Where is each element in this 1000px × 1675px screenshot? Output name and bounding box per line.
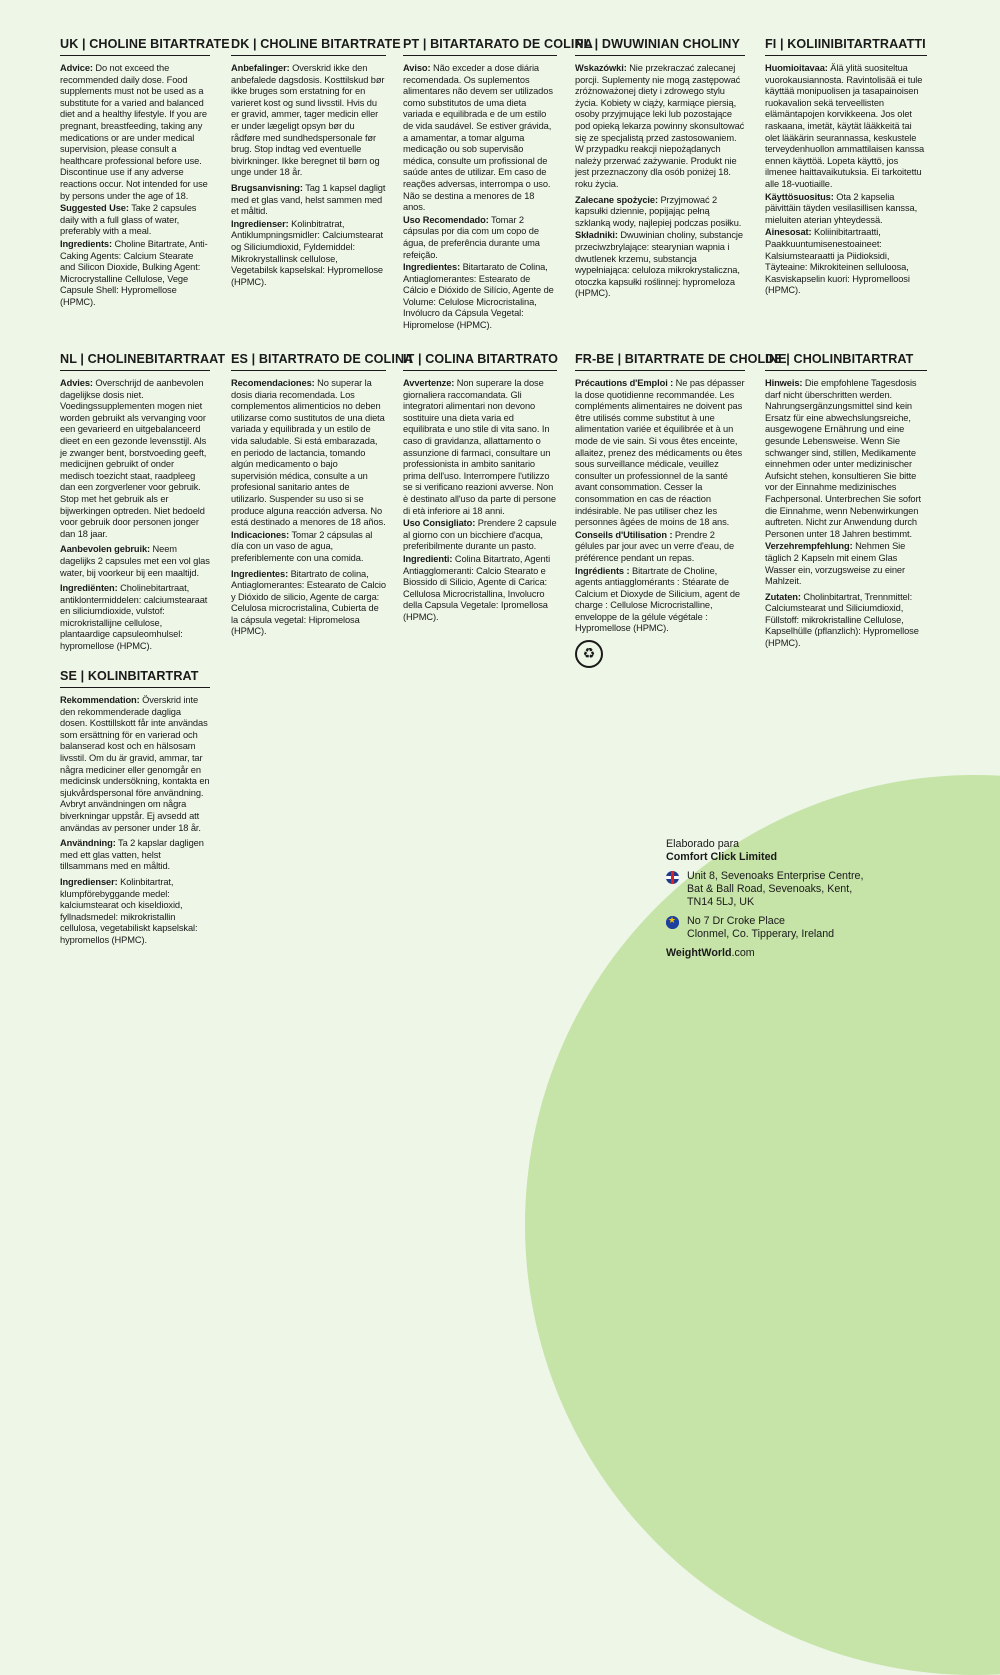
eu-flag-icon <box>666 916 679 929</box>
ingredients-text: Ingredienti: Colina Bitartrato, Agenti Antiagglomeranti: Calcio Stearato e Biossido di Silicio, Agente di Carica: Cellulosa Microcristallina, Involucro della Capsula Vegetale: Ipromellosa (HPMC). <box>403 553 551 622</box>
section-pt <box>403 37 593 333</box>
section-fr-be <box>575 352 787 668</box>
section-title: DE | CHOLINBITARTRAT <box>765 352 927 371</box>
section-title: IT | COLINA BITARTRATO <box>403 352 557 371</box>
ingredients-text: Ingrediënten: Cholinebitartraat, antiklontermiddelen: calciumstearaat en siliciumdioxide, vulstof: microkristallijne cellulose, plantaardige capsuleomhulsel: hypromellose (HPMC). <box>60 583 208 652</box>
advice-text: Recomendaciones: No superar la dosis diaria recomendada. Los complementos alimenticios no deben utilizarse como sustitutos de una dieta variada y equilibrada y un estilo de vida saludable. Si está embarazada, en periodo de lactancia, tomando algún medicamento o bajo supervisión médica, consulte a un profesional sanitario antes de utilizarlo. Suspender su uso si se produce alguna reacción adversa. No está destinado a menores de 18 años. <box>231 378 386 528</box>
section-title: PL | DWUWINIAN CHOLINY <box>575 37 745 56</box>
ingredients-text: Ingredienser: Kolinbitratrat, Antiklumpningsmidler: Calciumstearat og Siliciumdioxid, Fyldemiddel: Mikrokrystallinsk cellulose, Vegetabilsk kapselskal: Hypromellose (HPMC). <box>231 218 383 287</box>
advice-text: Rekommendation: Överskrid inte den rekommenderade dagliga dosen. Kosttillskott får inte användas som ersättning för en varierad och balanserad kost och en hälsosam livsstil. Om du är gravid, ammar, tar några mediciner eller genomgår en medicinsk undersökning, kontakta en sjukvårdspersonal före användning. Avbryt användningen om några biverkningar uppstår. Ej avsedd att användas av personer under 18 år. <box>60 695 210 833</box>
address-line: Bat & Ball Road, Sevenoaks, Kent, <box>687 883 853 895</box>
section-title: FR-BE | BITARTRATE DE CHOLINE <box>575 352 745 371</box>
ingredients-text: Składniki: Dwuwinian choliny, substancje przeciwzbrylające: stearynian wapnia i dwutlenek krzemu, substancja wypełniająca: celuloza mikrokrystaliczna, otoczka kapsułki roślinnej: hypromeloza (HPMC). <box>575 230 743 299</box>
advice-text: Advies: Overschrijd de aanbevolen dagelijkse dosis niet. Voedingssupplementen mogen niet worden gebruikt als vervanging voor een gevarieerd en uitgebalanceerd dieet en een gezonde levensstijl. Als je zwanger bent, borstvoeding geeft, medicijnen gebruikt of onder medisch toezicht staat, raadpleeg dan een zorgverlener voor gebruik. Stop met het gebruik als er bijwerkingen optreden. Niet bedoeld voor gebruik door personen jonger dan 18 jaar. <box>60 378 207 539</box>
section-uk <box>60 37 230 309</box>
company-name: Comfort Click Limited <box>666 851 778 863</box>
section-pl <box>575 37 745 301</box>
section-nl <box>60 352 226 654</box>
section-title: ES | BITARTRATO DE COLINA <box>231 352 386 371</box>
section-fi <box>765 37 927 298</box>
use-text: Käyttösuositus: Ota 2 kapselia päivittäin täyden vesilasillisen kanssa, mieluiten aterian yhteydessä. <box>765 191 918 225</box>
uk-flag-icon <box>666 871 679 884</box>
eu-address <box>666 915 916 941</box>
ingredients-text: Ingrédients : Bitartrate de Choline, agents antiagglomérants : Stéarate de Calcium et Dioxyde de Silicium, agent de charge : Cellulose Microcristalline, enveloppe de la gélule végétale : Hypromellose (HPMC). <box>575 565 740 634</box>
ingredients-text: Ingredientes: Bitartarato de Colina, Antiaglomerantes: Estearato de Cálcio e Dióxido de Silício, Agente de Volume: Celulose Microcristalina, Invólucro da Cápsula Vegetal: Hipromelose (HPMC). <box>403 262 554 331</box>
use-text: Uso Recomendado: Tomar 2 cápsulas por dia com um copo de água, de preferência durante uma refeição. <box>403 214 540 260</box>
brand-logo: WeightWorld.com <box>666 947 755 959</box>
section-se <box>60 669 210 947</box>
use-text: Indicaciones: Tomar 2 cápsulas al día con un vaso de agua, preferiblemente con una comida. <box>231 529 373 563</box>
advice-text: Advice: Do not exceed the recommended daily dose. Food supplements must not be used as a substitute for a varied and balanced diet and a healthy lifestyle. If you are pregnant, breastfeeding, taking any medications or are under medical supervision, please consult a healthcare professional before use. Discontinue use if any adverse reactions occur. Not intended for use by persons under the age of 18. <box>60 63 208 201</box>
ingredients-text: Ingredientes: Bitartrato de colina, Antiaglomerantes: Estearato de Calcio y Dióxido de silicio, Agente de carga: Celulosa microcristalina, Cubierta de la cápsula vegetal: Hipromelosa (HPMC). <box>231 568 386 637</box>
section-title: UK | CHOLINE BITARTRATE <box>60 37 210 56</box>
address-line: TN14 5LJ, UK <box>687 896 755 908</box>
use-text: Användning: Ta 2 kapslar dagligen med ett glas vatten, helst tillsammans med en måltid. <box>60 838 204 872</box>
section-es <box>231 352 414 639</box>
advice-text: Hinweis: Die empfohlene Tagesdosis darf nicht überschritten werden. Nahrungsergänzungsmittel sind kein Ersatz für eine abwechslungsreiche, ausgewogene Ernährung und eine gesunde Lebensweise. Wenn Sie schwanger sind, stillen, Medikamente einnehmen oder unter medizinischer Aufsicht stehen, konsultieren Sie bitte vor der Einnahme medizinisches Fachpersonal. Unterbrechen Sie sofort die Einnahme, wenn Nebenwirkungen auftreten. Nicht zur Anwendung durch Personen unter 18 Jahren bestimmt. <box>765 378 921 539</box>
section-title: NL | CHOLINEBITARTRAAT <box>60 352 210 371</box>
address-line: Clonmel, Co. Tipperary, Ireland <box>687 928 835 940</box>
uk-address <box>666 870 916 909</box>
address-line: Unit 8, Sevenoaks Enterprise Centre, <box>687 870 864 882</box>
section-title: DK | CHOLINE BITARTRATE <box>231 37 386 56</box>
advice-text: Huomioitavaa: Älä ylitä suositeltua vuorokausiannosta. Ravintolisää ei tule käyttää monipuolisen ja tasapainoisen ruokavalion sekä terveellisten elämäntapojen korvikkeena. Jos olet raskaana, imetät, käytät lääkkeitä tai olet lääkärin seurannassa, keskustele terveydenhuollon ammattilaisen kanssa ennen käyttöä. Lopeta käyttö, jos ilmenee haittavaikutuksia. Ei tarkoitettu alle 18-vuotiaille. <box>765 63 925 189</box>
use-text: Conseils d'Utilisation : Prendre 2 gélules par jour avec un verre d'eau, de préférence pendant un repas. <box>575 529 735 563</box>
ingredients-text: Ingredienser: Kolinbitartrat, klumpförebyggande medel: kalciumstearat och kiseldioxid, fyllnadsmedel: mikrokristallin cellulosa, vegetabiliskt kapselskal: hypromellos (HPMC). <box>60 876 198 945</box>
ingredients-text: Ainesosat: Koliinibitartraatti, Paakkuuntumisenestoaineet: Kalsiumstearaatti ja Piidioksidi, Täyteaine: Mikrokiteinen selluloosa, Kasviskapselin kuori: Hypromelloosi (HPMC). <box>765 227 910 296</box>
ingredients-text: Ingredients: Choline Bitartrate, Anti-Caking Agents: Calcium Stearate and Silicon Dioxide, Bulking Agent: Microcrystalline Cellulose, Vege Capsule Shell: Hypromellose (HPMC). <box>60 238 208 307</box>
tidyman-recycle-icon: ♻ <box>575 640 603 668</box>
use-text: Suggested Use: Take 2 capsules daily with a full glass of water, preferably with a meal. <box>60 203 197 237</box>
use-text: Brugsanvisning: Tag 1 kapsel dagligt med et glas vand, helst sammen med et måltid. <box>231 182 386 217</box>
advice-text: Wskazówki: Nie przekraczać zalecanej porcji. Suplementy nie mogą zastępować zróżnoważonej diety i zdrowego stylu życia. Kobiety w ciąży, karmiące piersią, osoby przyjmujące leki lub pozostające pod opieką lekarza powinny skonsultować się ze specjalistą przed zastosowaniem. W przypadku reakcji niepożądanych należy przerwać zażywanie. Produkt nie jest przeznaczony dla osób poniżej 18. roku życia. <box>575 63 745 189</box>
use-text: Zalecane spożycie: Przyjmować 2 kapsułki dziennie, popijając pełną szklanką wody, najlepiej podczas posiłku. <box>575 194 742 228</box>
advice-text: Précautions d'Emploi : Ne pas dépasser la dose quotidienne recommandée. Les compléments alimentaires ne doivent pas être utilisés comme substitut à une alimentation variée et équilibrée et à un mode de vie sain. Si vous êtes enceinte, allaitez, prenez des médicaments ou êtes sous surveillance médicale, veuillez consulter un professionnel de la santé avant consommation. Cesser la consommation en cas de réaction indésirable. Ne pas utiliser chez les personnes âgées de moins de 18 ans. <box>575 378 745 528</box>
use-text: Verzehrempfehlung: Nehmen Sie täglich 2 Kapseln mit einem Glas Wasser ein, vorzugsweise zu einer Mahlzeit. <box>765 541 906 587</box>
advice-text: Aviso: Não exceder a dose diária recomendada. Os suplementos alimentares não devem ser utilizados como substitutos de uma dieta variada e equilibrada e de um estilo de vida saudável. Se estiver grávida, a amamentar, a tomar alguma medicação ou sob supervisão médica, consulte um profissional de saúde antes de utilizar. Em caso de reações adversas, interrompa o uso. Não se destina a menores de 18 anos. <box>403 63 553 213</box>
manufacturer-info <box>666 838 916 971</box>
section-de <box>765 352 927 651</box>
made-for-label: Elaborado para <box>666 838 740 850</box>
advice-text: Avvertenze: Non superare la dose giornaliera raccomandata. Gli integratori alimentari non devono sostituire una dieta varia ed equilibrata e uno stile di vita sano. In caso di gravidanza, allattamento o assunzione di farmaci, consultare un professionista in ambito sanitario prima dell'uso. Interrompere l'utilizzo se si verificano reazioni avverse. Non è destinato all'uso da parte di persone di età inferiore ai 18 anni. <box>403 378 556 516</box>
use-text: Uso Consigliato: Prendere 2 capsule al giorno con un bicchiere d'acqua, preferibilmente durante un pasto. <box>403 518 557 552</box>
section-title: FI | KOLIINIBITARTRAATTI <box>765 37 927 56</box>
section-it <box>403 352 557 624</box>
address-line: No 7 Dr Croke Place <box>687 915 786 927</box>
use-text: Aanbevolen gebruik: Neem dagelijks 2 capsules met een vol glas water, bij voorkeur bij een maaltijd. <box>60 544 210 578</box>
section-title: PT | BITARTARATO DE COLINA <box>403 37 557 56</box>
section-title: SE | KOLINBITARTRAT <box>60 669 210 688</box>
section-dk <box>231 37 401 289</box>
advice-text: Anbefalinger: Overskrid ikke den anbefalede dagsdosis. Kosttilskud bør ikke bruges som erstatning for en varieret kost og sund livsstil. Hvis du er gravid, ammer, tager medicin eller er under lægeligt opsyn bør du rådføre med sundhedspersonale før brug. Stop indtag ved eventuelle bivirkninger. Ikke beregnet til børn og unge under 18 år. <box>231 63 385 178</box>
ingredients-text: Zutaten: Cholinbitartrat, Trennmittel: Calciumstearat und Siliciumdioxid, Füllstoff: mikrokristalline Cellulose, Kapselhülle (pflanzlich): Hypromellose (HPMC). <box>765 591 919 649</box>
